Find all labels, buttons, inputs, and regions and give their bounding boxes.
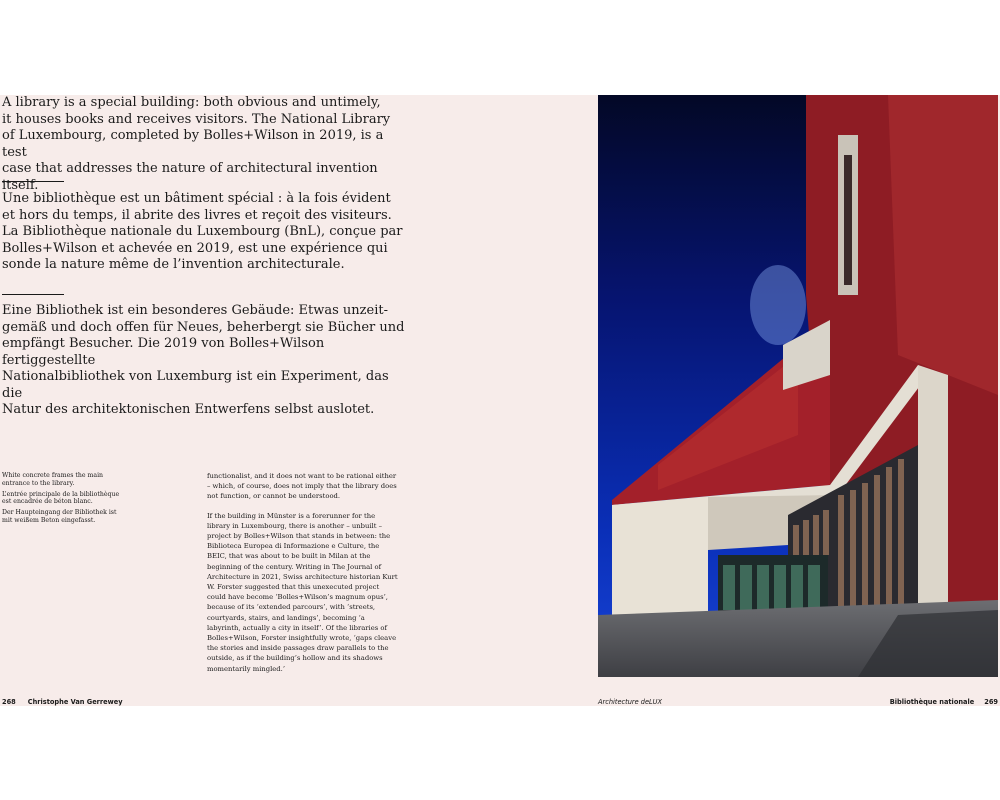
intro-english: A library is a special building: both obvious and untimely, it houses books and receives visitors. The National Library of Luxembourg, completed by Bolles+Wilson in 2019, is a test case that addresses the nature of architectural invention itself. xyxy=(2,95,391,193)
author-name: Christophe Van Gerrewey xyxy=(27,698,123,706)
photo-caption xyxy=(2,472,122,528)
caption-english: White concrete frames the main entrance to the library. xyxy=(2,472,104,487)
body-paragraph: functionalist, and it does not want to be rational either – which, of course, does not imply that the library does not function, or cannot be understood. xyxy=(207,472,397,501)
footer-right xyxy=(880,698,998,706)
divider-rule xyxy=(2,294,64,295)
footer-left xyxy=(2,698,135,706)
caption-german: Der Haupteingang der Bibliothek ist mit weißem Beton eingefasst. xyxy=(2,509,117,524)
page-number-right: 269 xyxy=(984,698,998,706)
page-number-left: 268 xyxy=(2,698,16,706)
body-paragraph: If the building in Münster is a forerunner for the library in Luxembourg, there is another – unbuilt – project by Bolles+Wilson that stands in between: the Biblioteca Europea di Informazione e Culture, the BEIC, that was about to be built in Milan at the beginning of the century. Writing in The Journal of Architecture in 2021, Swiss architecture historian Kurt W. Forster suggested that this unexecuted project could have become ‘Bolles+Wilson’s magnum opus’, because of its ‘extended parcours’, with ‘streets, courtyards, stairs, and landings’, becoming ‘a labyrinth, actually a city in itself’. Of the libraries of Bolles+Wilson, Forster insightfully wrote, ‘gaps cleave the stories and inside passages draw parallels to the outside, as if the building’s hollow and its shadows momentarily mingled.’ xyxy=(207,511,398,673)
intro-french: Une bibliothèque est un bâtiment spécial : à la fois évident et hors du temps, il abrite des livres et reçoit des visiteurs. La Bibliothèque nationale du Luxembourg (BnL), conçue par Bolles+Wilson et achevée en 2019, est une expérience qui sonde la nature même de l’invention architecturale. xyxy=(2,191,403,272)
body-text-column xyxy=(207,471,399,683)
intro-german: Eine Bibliothek ist ein besonderes Gebäude: Etwas unzeit- gemäß und doch offen für Neues, beherbergt sie Bücher und empfängt Besucher. Die 2019 von Bolles+Wilson fertiggestellte Nationalbibliothek von Luxemburg ist ein Experiment, das die Natur des architektonischen Entwerfens selbst auslotet. xyxy=(2,303,405,417)
caption-french: L’entrée principale de la bibliothèque est encadrée de béton blanc. xyxy=(2,490,120,506)
divider-rule xyxy=(2,181,64,182)
library-photo xyxy=(598,95,998,677)
section-title: Bibliothèque nationale xyxy=(889,698,975,706)
running-title: Architecture deLUX xyxy=(598,698,663,706)
